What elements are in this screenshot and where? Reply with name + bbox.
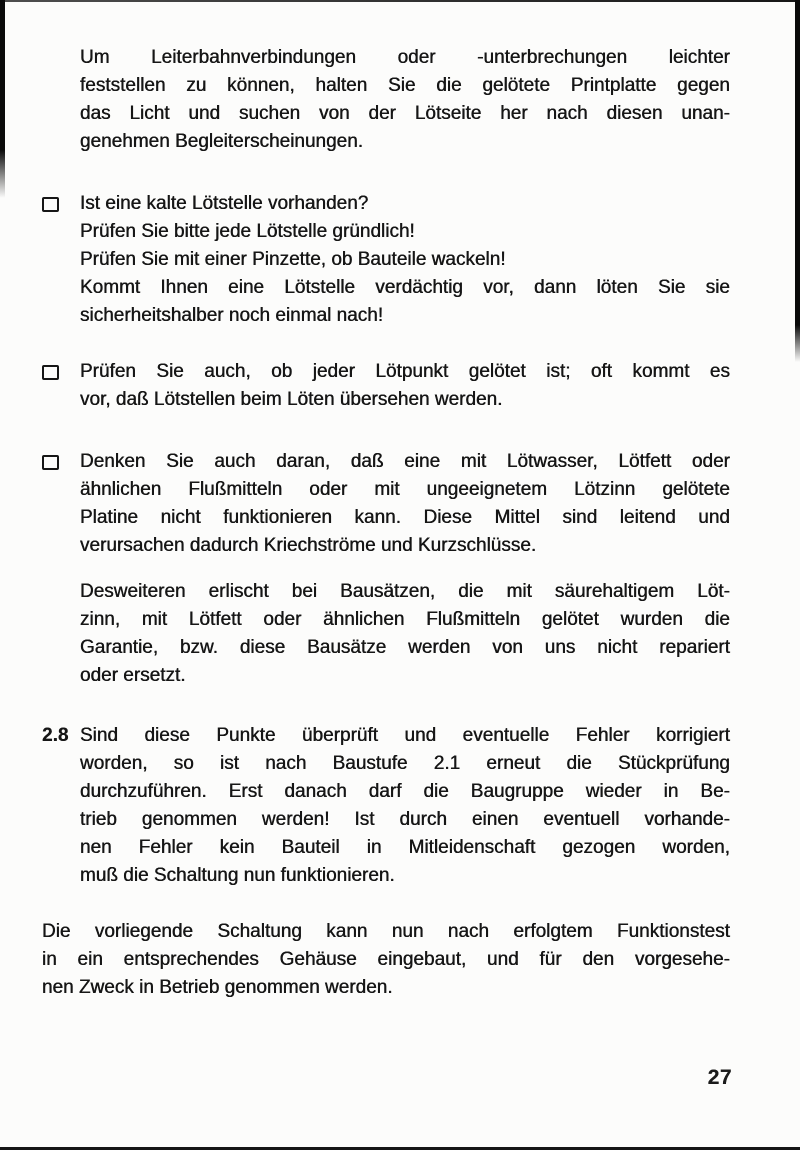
checklist-item-cold-joints [80,190,730,330]
section-number: 2.8 [42,725,69,746]
text-line: Sind diese Punkte überprüft und eventuelle Fehler korrigiert [80,725,730,746]
text-line: Prüfen Sie mit einer Pinzette, ob Bauteile wackeln! [80,249,506,270]
paragraph-warranty [80,578,730,690]
text-line: worden, so ist nach Baustufe 2.1 erneut die Stückprüfung [80,753,730,774]
text-line: feststellen zu können, halten Sie die gelötete Printplatte gegen [80,75,730,96]
text-line: muß die Schaltung nun funktionieren. [80,865,395,886]
text-line: Kommt Ihnen eine Lötstelle verdächtig vor, dann löten Sie sie [80,277,730,298]
text-line: nen Fehler kein Bauteil in Mitleidenschaft gezogen worden, [80,837,730,858]
scan-artifact-top-edge [0,0,800,2]
text-line: trieb genommen werden! Ist durch einen eventuell vorhande- [80,809,730,830]
text-line: Prüfen Sie auch, ob jeder Lötpunkt gelötet ist; oft kommt es [80,361,730,382]
text-line: durchzuführen. Erst danach darf die Baugruppe wieder in Be- [80,781,730,802]
checklist-item-flux-warning [80,448,730,560]
text-line: Denken Sie auch daran, daß eine mit Lötwasser, Lötfett oder [80,451,730,472]
text-line: verursachen dadurch Kriechströme und Kurzschlüsse. [80,535,537,556]
scan-artifact-right-edge [795,0,800,362]
text-line: Desweiteren erlischt bei Bausätzen, die mit säurehaltigem Löt- [80,581,730,602]
checkbox-bullet-icon [42,365,59,380]
checkbox-bullet-icon [42,197,59,212]
text-line: Garantie, bzw. diese Bausätze werden von uns nicht repariert [80,637,730,658]
text-line: ähnlichen Flußmitteln oder mit ungeeignetem Lötzinn gelötete [80,479,730,500]
text-line: Um Leiterbahnverbindungen oder -unterbrechungen leichter [80,47,730,68]
text-line: oder ersetzt. [80,665,186,686]
page-number: 27 [707,1066,732,1089]
text-line: Platine nicht funktionieren kann. Diese Mittel sind leitend und [80,507,730,528]
paragraph-step-2-8 [80,722,730,890]
text-line: zinn, mit Lötfett oder ähnlichen Flußmitteln gelötet wurden die [80,609,730,630]
text-line: Ist eine kalte Lötstelle vorhanden? [80,193,369,214]
paragraph-closing [42,918,730,1002]
text-line: nen Zweck in Betrieb genommen werden. [42,977,393,998]
text-line: in ein entsprechendes Gehäuse eingebaut, und für den vorgesehe- [42,949,730,970]
text-line: Die vorliegende Schaltung kann nun nach erfolgtem Funktionstest [42,921,730,942]
paragraph-intro [80,44,730,156]
text-line: sicherheitshalber noch einmal nach! [80,305,384,326]
text-line: Prüfen Sie bitte jede Lötstelle gründlich! [80,221,415,242]
scan-artifact-left-edge [0,0,5,198]
text-line: vor, daß Lötstellen beim Löten übersehen werden. [80,389,503,410]
checklist-item-unsoldered-points [80,358,730,414]
text-line: das Licht und suchen von der Lötseite her nach diesen unan- [80,103,730,124]
text-line: genehmen Begleiterscheinungen. [80,131,364,152]
checkbox-bullet-icon [42,455,59,470]
